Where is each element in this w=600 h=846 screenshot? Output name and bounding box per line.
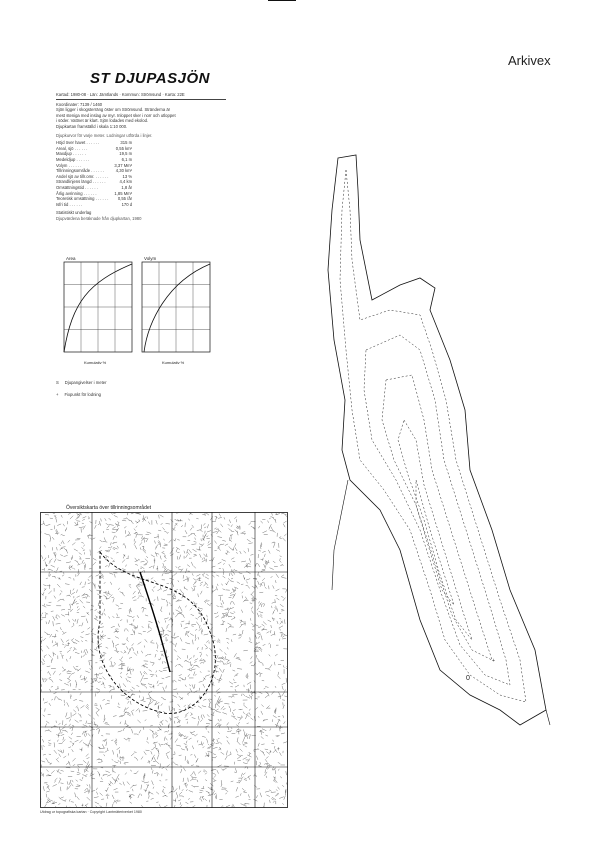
statistic-label: Maxdjup . . . . . .	[56, 151, 86, 157]
statistic-value: 315 m	[120, 140, 133, 146]
description-line: mest steniga med inslag av myr. Inloppet sker i norr och utloppet	[56, 112, 176, 118]
statistic-value: 1,85 Mm³	[114, 190, 133, 196]
legend-text: Djupangivelser i meter	[64, 380, 107, 385]
legend-entry	[56, 389, 106, 401]
legend-text: Fixpunkt för lodning	[64, 392, 101, 397]
statistic-label: Isfri tid . . . . . .	[56, 201, 83, 207]
statistic-label: Areal, sjö . . . . . .	[56, 145, 88, 151]
survey-line: Kartad: 1980-08 · Län: Jämtlands · Kommun: Strömsund · Karta: 22E	[56, 92, 185, 97]
archive-label: Arkivex	[508, 53, 551, 68]
statistic-label: Omsättningstid . . . . . .	[56, 184, 98, 190]
description-line: Sjön ligger i skogsterräng öster om Strömsund. Stränderna är	[56, 107, 171, 113]
depth-sounding-label: +	[492, 658, 495, 664]
statistics-row	[56, 202, 132, 208]
statistics-row	[56, 196, 132, 202]
legend	[56, 377, 106, 401]
depth-contour	[398, 420, 472, 640]
graph-x-label: Kumulativ %	[84, 360, 107, 365]
statistic-label: Volym . . . . . .	[56, 162, 82, 168]
coordinates-line: Koordinater: 7139 / 1460	[56, 101, 103, 107]
statistics-row	[56, 185, 132, 191]
statistic-label: Medeldjup . . . . . .	[56, 156, 90, 162]
statistic-value: 4,4 km	[119, 179, 133, 185]
description-text	[56, 107, 226, 129]
depth-contour	[340, 170, 526, 702]
page-edge-mark	[268, 0, 296, 1]
statistics-row	[56, 168, 132, 174]
depth-sounding-label: 0	[466, 675, 470, 682]
description-line: Djupkartan framställd i skala 1:10 000.	[56, 123, 128, 129]
statistic-value: 13 %	[122, 173, 133, 179]
depth-contour	[382, 375, 492, 660]
inflow-stream	[332, 550, 334, 590]
lake-shoreline	[328, 155, 546, 725]
depth-contour	[416, 480, 454, 605]
statistic-value: 6,1 m	[121, 156, 133, 162]
topo-map-title: Översiktskarta över tillrinningsområdet	[66, 505, 152, 511]
legend-symbol: S	[56, 380, 59, 385]
topo-map-caption: Utdrag ur topografiska kartan · Copyright Lantmäteriverket 1980	[40, 810, 142, 814]
lake-title: ST DJUPASJÖN	[90, 70, 210, 87]
graph-0	[64, 256, 132, 365]
statistic-label: Tillrinningsområde . . . . . .	[56, 168, 105, 174]
lake-statistics-table	[56, 140, 132, 207]
info-divider	[56, 99, 226, 100]
data-source-text: Djupvärdena beräknade från djupkartan, 1980	[56, 215, 142, 221]
lake-depth-map	[320, 150, 560, 740]
statistic-value: 170 d	[121, 201, 133, 207]
topo-frame	[41, 513, 288, 808]
graph-axis-label: Area	[66, 256, 76, 261]
outflow-stream	[546, 710, 550, 725]
graph-1	[142, 256, 210, 365]
statistic-value: 0,55 /år	[117, 196, 133, 202]
statistic-label: Strandlinjens längd . . . . . .	[56, 179, 106, 185]
hypsographic-graphs	[56, 254, 216, 379]
statistic-label: Andel sjö av tillr.omr. . . . . . .	[56, 173, 109, 179]
inflow-stream	[334, 480, 348, 550]
statistic-label: Höjd över havet . . . . . .	[56, 140, 100, 146]
hypsographic-curve	[144, 264, 210, 352]
statistic-label: Teoretisk omsättning . . . . . .	[56, 196, 109, 202]
data-source-heading: Statistiskt underlag	[56, 210, 92, 216]
description-line: i söder. Vattnet är klart. Sjön lodades med ekolod.	[56, 118, 149, 124]
lake-info-block	[56, 92, 226, 221]
legend-symbol: +	[56, 392, 59, 397]
legend-entry	[56, 377, 106, 389]
graph-axis-label: Volym	[144, 256, 157, 261]
sounding-note: Djupkurvor för varje meter. Lodningar utförda i linjer.	[56, 132, 153, 138]
depth-contour	[364, 335, 510, 685]
statistics-row	[56, 140, 132, 146]
graph-x-label: Kumulativ %	[162, 360, 185, 365]
statistic-value: 3,37 Mm³	[114, 162, 133, 168]
statistic-value: 0,55 km²	[115, 145, 133, 151]
statistic-value: 4,30 km²	[115, 168, 133, 174]
statistic-value: 1,8 år	[121, 184, 133, 190]
statistic-value: 19,5 m	[119, 151, 133, 157]
statistic-label: Årlig avrinning . . . . . .	[56, 190, 97, 196]
catchment-topographic-map	[40, 512, 288, 808]
